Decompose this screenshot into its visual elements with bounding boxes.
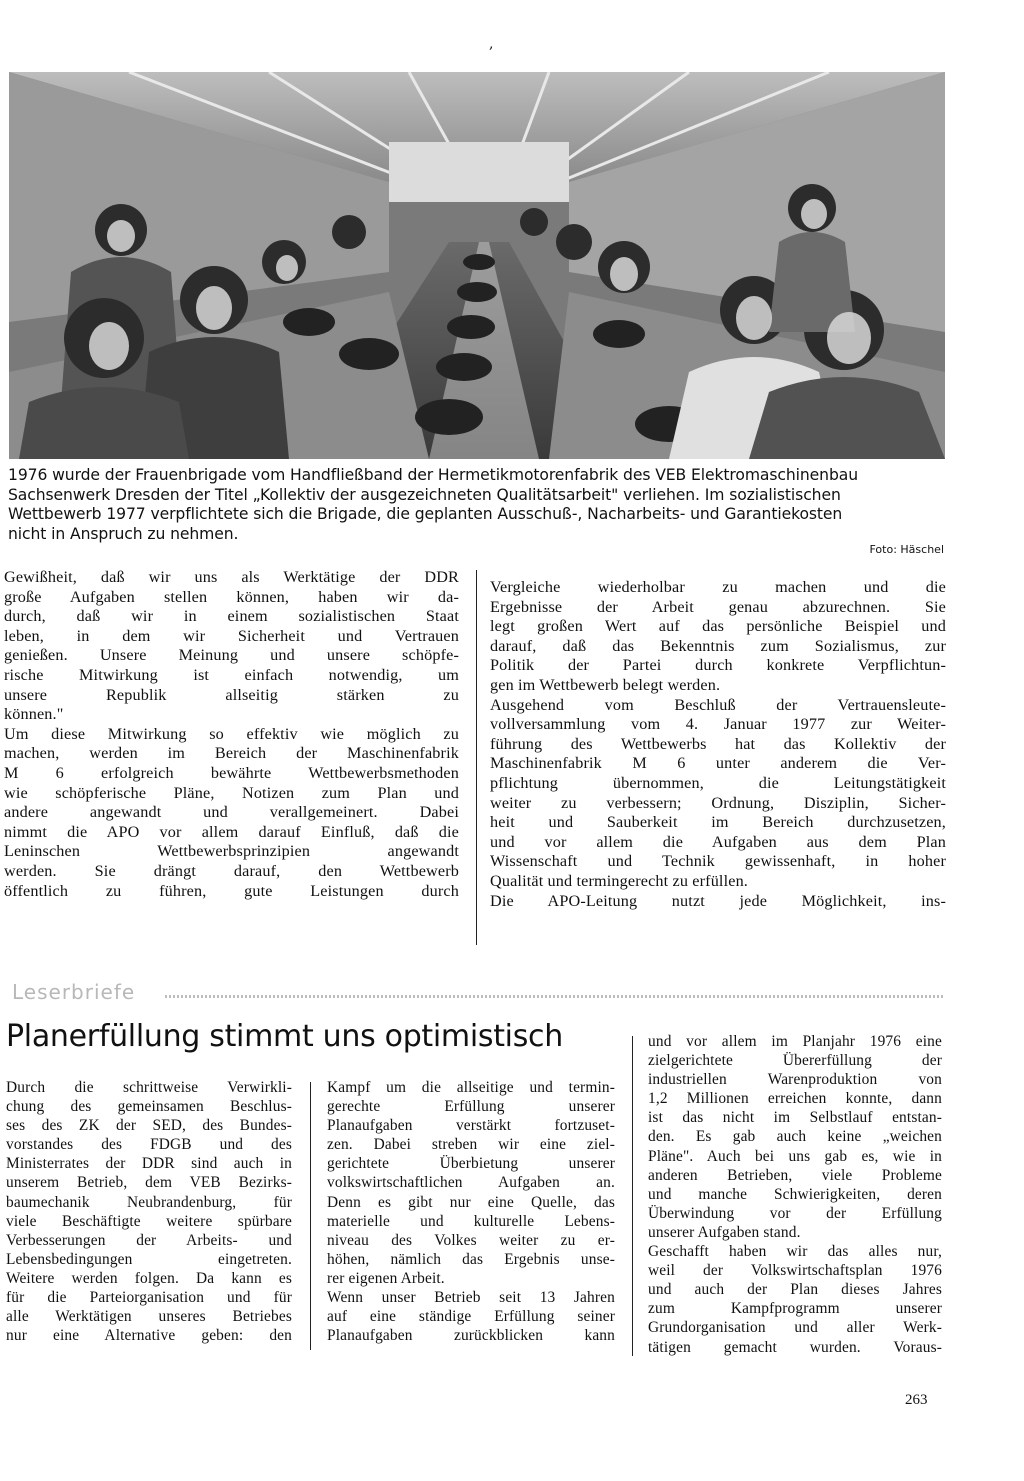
- caption-line: nicht in Anspruch zu nehmen.: [8, 524, 239, 543]
- text-line: Ergebnisse der Arbeit genau abzurechnen. Sie: [490, 597, 946, 616]
- text-line: und vor allem die Aufgaben aus dem Plan: [490, 832, 946, 851]
- text-line: Vergleiche wiederholbar zu machen und die: [490, 578, 946, 596]
- caption-line: Wettbewerb 1977 verpflichtete sich die Brigade, die geplanten Ausschuß-, Nacharbeits- und Garantiekosten: [8, 505, 843, 523]
- text-line: zielgerichtete Übererfüllung der: [648, 1052, 942, 1070]
- text-line: Leninschen Wettbewerbsprinzipien angewandt: [4, 842, 459, 861]
- text-line: Planaufgaben verstärkt fortzuset-: [327, 1117, 615, 1135]
- text-line: gerechte Erfüllung unserer: [327, 1098, 615, 1116]
- text-line: höhen, nämlich das Ergebnis unse-: [327, 1250, 615, 1268]
- text-line: gerichtete Überbietung unserer: [327, 1155, 615, 1173]
- section-rule: [165, 995, 945, 998]
- text-line: niveau des Volkes weiter zu er-: [327, 1231, 615, 1249]
- text-line: und auch der Plan dieses Jahres: [648, 1281, 942, 1299]
- text-line: rische Mitwirkung ist einfach notwendig, um: [4, 665, 459, 684]
- text-line: Kampf um die allseitige und termin-: [327, 1079, 615, 1096]
- text-line: zum Kampfprogramm unserer: [648, 1300, 942, 1318]
- photo-credit: Foto: Häschel: [869, 543, 944, 556]
- text-line: anderen Betrieben, viele Probleme: [648, 1166, 942, 1184]
- text-line: Grundorganisation und aller Werk-: [648, 1319, 942, 1337]
- text-line: Denn es gibt nur eine Quelle, das: [327, 1193, 615, 1211]
- text-line: Ausgehend vom Beschluß der Vertrauensleute-: [490, 695, 946, 714]
- text-line: chung des gemeinsamen Beschlus-: [6, 1098, 292, 1116]
- text-line: und manche Schwierigkeiten, deren: [648, 1185, 942, 1203]
- article-column-left: [4, 568, 459, 901]
- text-line: gen im Wettbewerb belegt werden.: [490, 675, 721, 694]
- page-number: 263: [905, 1392, 928, 1408]
- text-line: weil der Volkswirtschaftsplan 1976: [648, 1262, 942, 1280]
- text-line: den. Es gab auch keine „weichen: [648, 1128, 942, 1146]
- text-line: Wenn unser Betrieb seit 13 Jahren: [327, 1289, 615, 1307]
- text-line: für die Parteiorganisation und für: [6, 1289, 292, 1307]
- text-line: Geschafft haben wir das alles nur,: [648, 1243, 942, 1261]
- text-line: werden. Sie drängt darauf, den Wettbewerb: [4, 861, 459, 880]
- letter-column-1: [6, 1078, 292, 1345]
- text-line: Um diese Mitwirkung so effektiv wie möglich zu: [4, 724, 459, 743]
- text-line: Maschinenfabrik M 6 unter anderem die Ver-: [490, 754, 946, 773]
- text-line: Weitere werden folgen. Da kann es: [6, 1269, 292, 1287]
- text-line: Wissenschaft und Technik gewissenhaft, in hoher: [490, 852, 946, 871]
- text-line: unserer Aufgaben stand.: [648, 1223, 801, 1241]
- text-line: unsere Republik allseitig stärken zu: [4, 685, 459, 704]
- text-line: andere angewandt und verallgemeinert. Dabei: [4, 803, 459, 822]
- text-line: machen, werden im Bereich der Maschinenfabrik: [4, 744, 459, 763]
- text-line: nur eine Alternative geben: den: [6, 1327, 292, 1345]
- text-line: leben, in dem wir Sicherheit und Vertrauen: [4, 626, 459, 645]
- text-line: volkswirtschaftlichen Aufgaben an.: [327, 1174, 615, 1192]
- text-line: öffentlich zu führen, gute Leistungen durch: [4, 881, 459, 900]
- letter-column-2: [327, 1078, 615, 1345]
- text-line: Planaufgaben zurückblicken kann: [327, 1327, 615, 1345]
- text-line: materielle und kulturelle Lebens-: [327, 1212, 615, 1230]
- text-line: auf eine ständige Erfüllung seiner: [327, 1308, 615, 1326]
- text-line: viele Beschäftigte weitere spürbare: [6, 1212, 292, 1230]
- text-line: vorstandes des FDGB und des: [6, 1136, 292, 1154]
- column-rule: [632, 1036, 633, 1356]
- text-line: führung des Wettbewerbs hat das Kollektiv der: [490, 734, 946, 753]
- text-line: große Aufgaben stellen können, haben wir da-: [4, 587, 459, 606]
- text-line: baumechanik Neubrandenburg, für: [6, 1193, 292, 1211]
- text-line: 1,2 Millionen erreichen konnte, dann: [648, 1090, 942, 1108]
- text-line: legt großen Wert auf das persönliche Beispiel und: [490, 617, 946, 636]
- text-line: können.": [4, 705, 64, 724]
- text-line: vollversammlung vom 4. Januar 1977 zur Weiter-: [490, 715, 946, 734]
- text-line: pflichtung übernommen, die Leitungstätigkeit: [490, 773, 946, 792]
- text-line: und vor allem im Planjahr 1976 eine: [648, 1033, 942, 1050]
- text-line: Politik der Partei durch konkrete Verpflichtun-: [490, 656, 946, 675]
- caption-line: Sachsenwerk Dresden der Titel „Kollektiv der ausgezeichneten Qualitätsarbeit" verliehen. Im sozialistischen: [8, 485, 841, 504]
- column-rule: [476, 570, 477, 945]
- column-rule: [310, 1082, 311, 1350]
- text-line: ist das nicht im Selbstlauf entstan-: [648, 1109, 942, 1127]
- text-line: Durch die schrittweise Verwirkli-: [6, 1079, 292, 1096]
- article-headline: Planerfüllung stimmt uns optimistisch: [6, 1019, 563, 1054]
- text-line: heit und Sauberkeit im Bereich durchzusetzen,: [490, 813, 946, 832]
- text-line: Gewißheit, daß wir uns als Werktätige der DDR: [4, 568, 459, 586]
- print-speck: ,: [489, 36, 494, 52]
- text-line: nimmt die APO vor allem darauf Einfluß, daß die: [4, 822, 459, 841]
- caption-line: 1976 wurde der Frauenbrigade vom Handfließband der Hermetikmotorenfabrik des VEB Elektromaschinenbau: [8, 466, 858, 484]
- article-column-right: [490, 578, 946, 911]
- text-line: darauf, daß das Bekenntnis zum Sozialismus, zur: [490, 636, 946, 655]
- letter-column-3: [648, 1032, 942, 1357]
- text-line: rer eigenen Arbeit.: [327, 1269, 445, 1287]
- photo-caption: [8, 466, 948, 544]
- text-line: genießen. Unsere Meinung und unsere schöpfe-: [4, 646, 459, 665]
- photo: [9, 72, 945, 459]
- text-line: M 6 erfolgreich bewährte Wettbewerbsmethoden: [4, 763, 459, 782]
- text-line: ses des ZK der SED, des Bundes-: [6, 1117, 292, 1135]
- photo-illustration: [9, 72, 945, 459]
- text-line: tätigen gemacht wurden. Voraus-: [648, 1338, 942, 1356]
- text-line: Verbesserungen der Arbeits- und: [6, 1231, 292, 1249]
- text-line: weiter zu verbessern; Ordnung, Disziplin, Sicher-: [490, 793, 946, 812]
- text-line: Die APO-Leitung nutzt jede Möglichkeit, ins-: [490, 891, 946, 910]
- section-kicker: Leserbriefe: [12, 980, 136, 1004]
- text-line: industriellen Warenproduktion von: [648, 1071, 942, 1089]
- text-line: Pläne". Auch bei uns gab es, wie in: [648, 1147, 942, 1165]
- text-line: wie schöpferische Pläne, Notizen zum Plan und: [4, 783, 459, 802]
- text-line: durch, daß wir in einem sozialistischen Staat: [4, 607, 459, 626]
- text-line: Ministerrates der DDR sind auch in: [6, 1155, 292, 1173]
- text-line: unserem Betrieb, dem VEB Bezirks-: [6, 1174, 292, 1192]
- text-line: alle Werktätigen unseres Betriebes: [6, 1308, 292, 1326]
- text-line: zen. Dabei streben wir eine ziel-: [327, 1136, 615, 1154]
- text-line: Überwindung vor der Erfüllung: [648, 1204, 942, 1222]
- text-line: Qualität und termingerecht zu erfüllen.: [490, 871, 749, 890]
- text-line: Lebensbedingungen eingetreten.: [6, 1250, 292, 1268]
